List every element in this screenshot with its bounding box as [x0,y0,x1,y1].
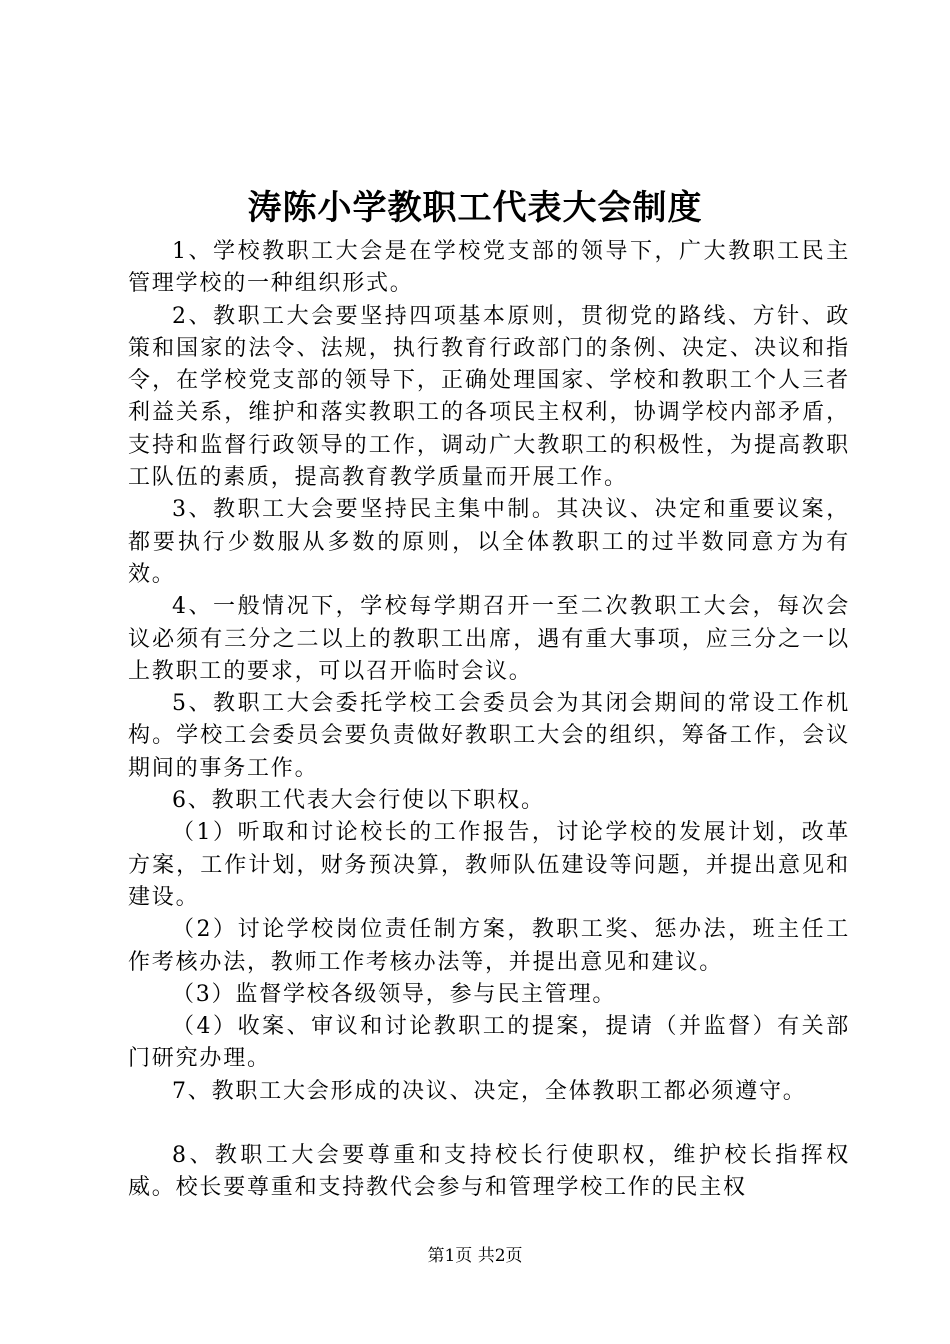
paragraph-7: 7、教职工大会形成的决议、决定，全体教职工都必须遵守。 [172,1078,807,1104]
paragraph-4: 4、一般情况下，学校每学期召开一至二次教职工大会，每次会议必须有三分之二以上的教职工出席，遇有重大事项，应三分之一以上教职工的要求，可以召开临时会议。 [128,594,850,684]
page-footer: 第1页 共2页 [427,1246,523,1266]
sub-item-3: （3）监督学校各级领导，参与民主管理。 [172,981,617,1007]
sub-item-1: （1）听取和讨论校长的工作报告，讨论学校的发展计划，改革方案，工作计划，财务预决算，教师队伍建设等问题，并提出意见和建设。 [128,820,850,910]
paragraph-8: 8、教职工大会要尊重和支持校长行使职权，维护校长指挥权威。校长要尊重和支持教代会参与和管理学校工作的民主权 [128,1143,850,1201]
document-body [128,236,850,1205]
document-title: 涛陈小学教职工代表大会制度 [247,188,703,228]
paragraph-1: 1、学校教职工大会是在学校党支部的领导下，广大教职工民主管理学校的一种组织形式。 [128,239,850,297]
sub-item-2: （2）讨论学校岗位责任制方案，教职工奖、惩办法，班主任工作考核办法，教师工作考核办法等，并提出意见和建议。 [128,917,850,975]
paragraph-2: 2、教职工大会要坚持四项基本原则，贯彻党的路线、方针、政策和国家的法令、法规，执行教育行政部门的条例、决定、决议和指令，在学校党支部的领导下，正确处理国家、学校和教职工个人三者利益关系，维护和落实教职工的各项民主权利，协调学校内部矛盾，支持和监督行政领导的工作，调动广大教职工的积极性，为提高教职工队伍的素质，提高教育教学质量而开展工作。 [128,303,850,491]
paragraph-spacer [128,1108,850,1140]
sub-item-4: （4）收案、审议和讨论教职工的提案，提请（并监督）有关部门研究办理。 [128,1014,850,1072]
paragraph-3: 3、教职工大会要坚持民主集中制。其决议、决定和重要议案，都要执行少数服从多数的原则，以全体教职工的过半数同意方为有效。 [128,497,850,587]
paragraph-6: 6、教职工代表大会行使以下职权。 [172,788,545,814]
paragraph-5: 5、教职工大会委托学校工会委员会为其闭会期间的常设工作机构。学校工会委员会要负责做好教职工大会的组织，筹备工作，会议期间的事务工作。 [128,691,850,781]
